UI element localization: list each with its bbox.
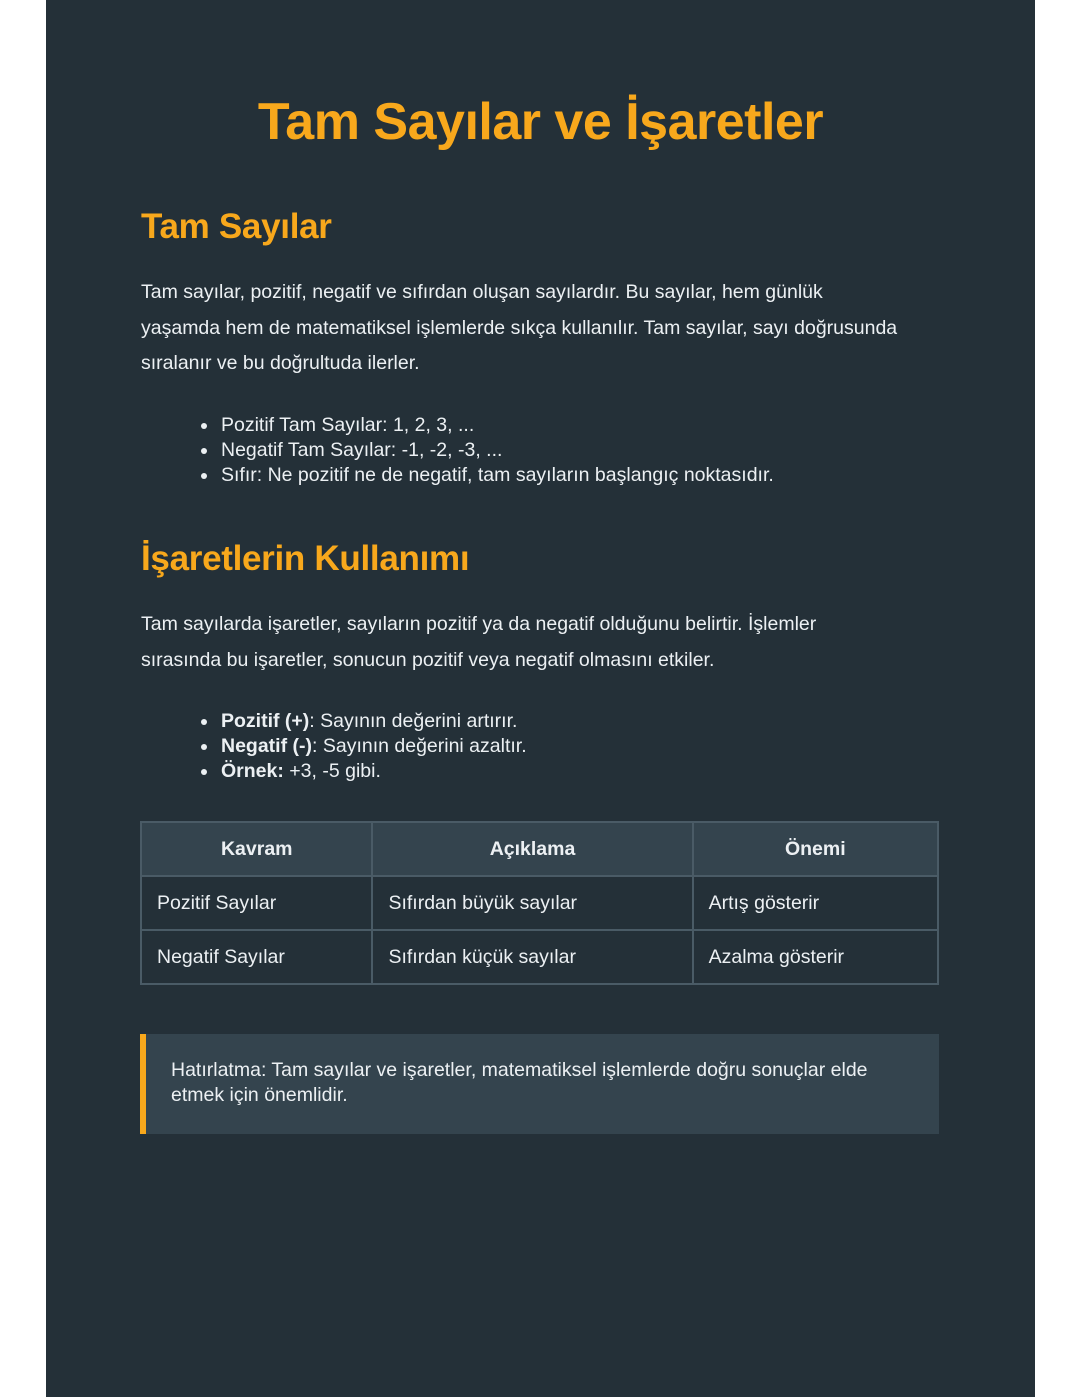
section-heading-isaretlerin-kullanimi: İşaretlerin Kullanımı bbox=[141, 539, 470, 578]
list-item-separator: : bbox=[309, 710, 315, 732]
list-item bbox=[201, 709, 527, 734]
table-cell: Sıfırdan büyük sayılar bbox=[372, 876, 692, 930]
list-item: Sıfır: Ne pozitif ne de negatif, tam sayıların başlangıç noktasıdır. bbox=[201, 463, 774, 488]
table-header-cell: Kavram bbox=[141, 822, 372, 876]
table-cell: Artış gösterir bbox=[693, 876, 938, 930]
table-cell: Sıfırdan küçük sayılar bbox=[372, 930, 692, 984]
list-item-text: Sayının değerini azaltır. bbox=[317, 735, 527, 757]
list-item bbox=[201, 734, 527, 759]
table-header-row bbox=[141, 822, 938, 876]
table-cell: Negatif Sayılar bbox=[141, 930, 372, 984]
table-row bbox=[141, 876, 938, 930]
list-item-term: Örnek: bbox=[221, 760, 284, 782]
list-item-text: Sayının değerini artırır. bbox=[314, 710, 518, 732]
table-cell: Azalma gösterir bbox=[693, 930, 938, 984]
section-heading-tam-sayilar: Tam Sayılar bbox=[141, 207, 332, 246]
list-item-separator: : bbox=[312, 735, 318, 757]
list-item-text: +3, -5 gibi. bbox=[283, 760, 381, 782]
list-item-term: Pozitif (+) bbox=[221, 710, 310, 732]
list-item bbox=[201, 759, 527, 784]
list-item: Negatif Tam Sayılar: -1, -2, -3, ... bbox=[201, 438, 774, 463]
bullet-list-isaretler bbox=[201, 709, 527, 784]
section-paragraph-isaretler: Tam sayılarda işaretler, sayıların pozitif ya da negatif olduğunu belirtir. İşlemler sırasında bu işaretler, sonucun pozitif veya negatif olmasını etkiler. bbox=[141, 613, 817, 671]
document-page bbox=[46, 0, 1035, 1397]
reminder-note: Hatırlatma: Tam sayılar ve işaretler, matematiksel işlemlerde doğru sonuçlar elde etmek için önemlidir. bbox=[140, 1034, 939, 1134]
list-item-term: Negatif (-) bbox=[221, 735, 312, 757]
section-paragraph-tam-sayilar: Tam sayılar, pozitif, negatif ve sıfırdan oluşan sayılardır. Bu sayılar, hem günlük yaşamda hem de matematiksel işlemlerde sıkça kullanılır. Tam sayılar, sayı doğrusunda sıralanır ve bu doğrultuda ilerler. bbox=[141, 281, 898, 374]
table-row bbox=[141, 930, 938, 984]
page-title: Tam Sayılar ve İşaretler bbox=[257, 93, 824, 151]
concept-table bbox=[140, 821, 939, 985]
bullet-list-tam-sayilar bbox=[201, 413, 774, 488]
list-item: Pozitif Tam Sayılar: 1, 2, 3, ... bbox=[201, 413, 774, 438]
table-cell: Pozitif Sayılar bbox=[141, 876, 372, 930]
table-header-cell: Önemi bbox=[693, 822, 938, 876]
table-header-cell: Açıklama bbox=[372, 822, 692, 876]
